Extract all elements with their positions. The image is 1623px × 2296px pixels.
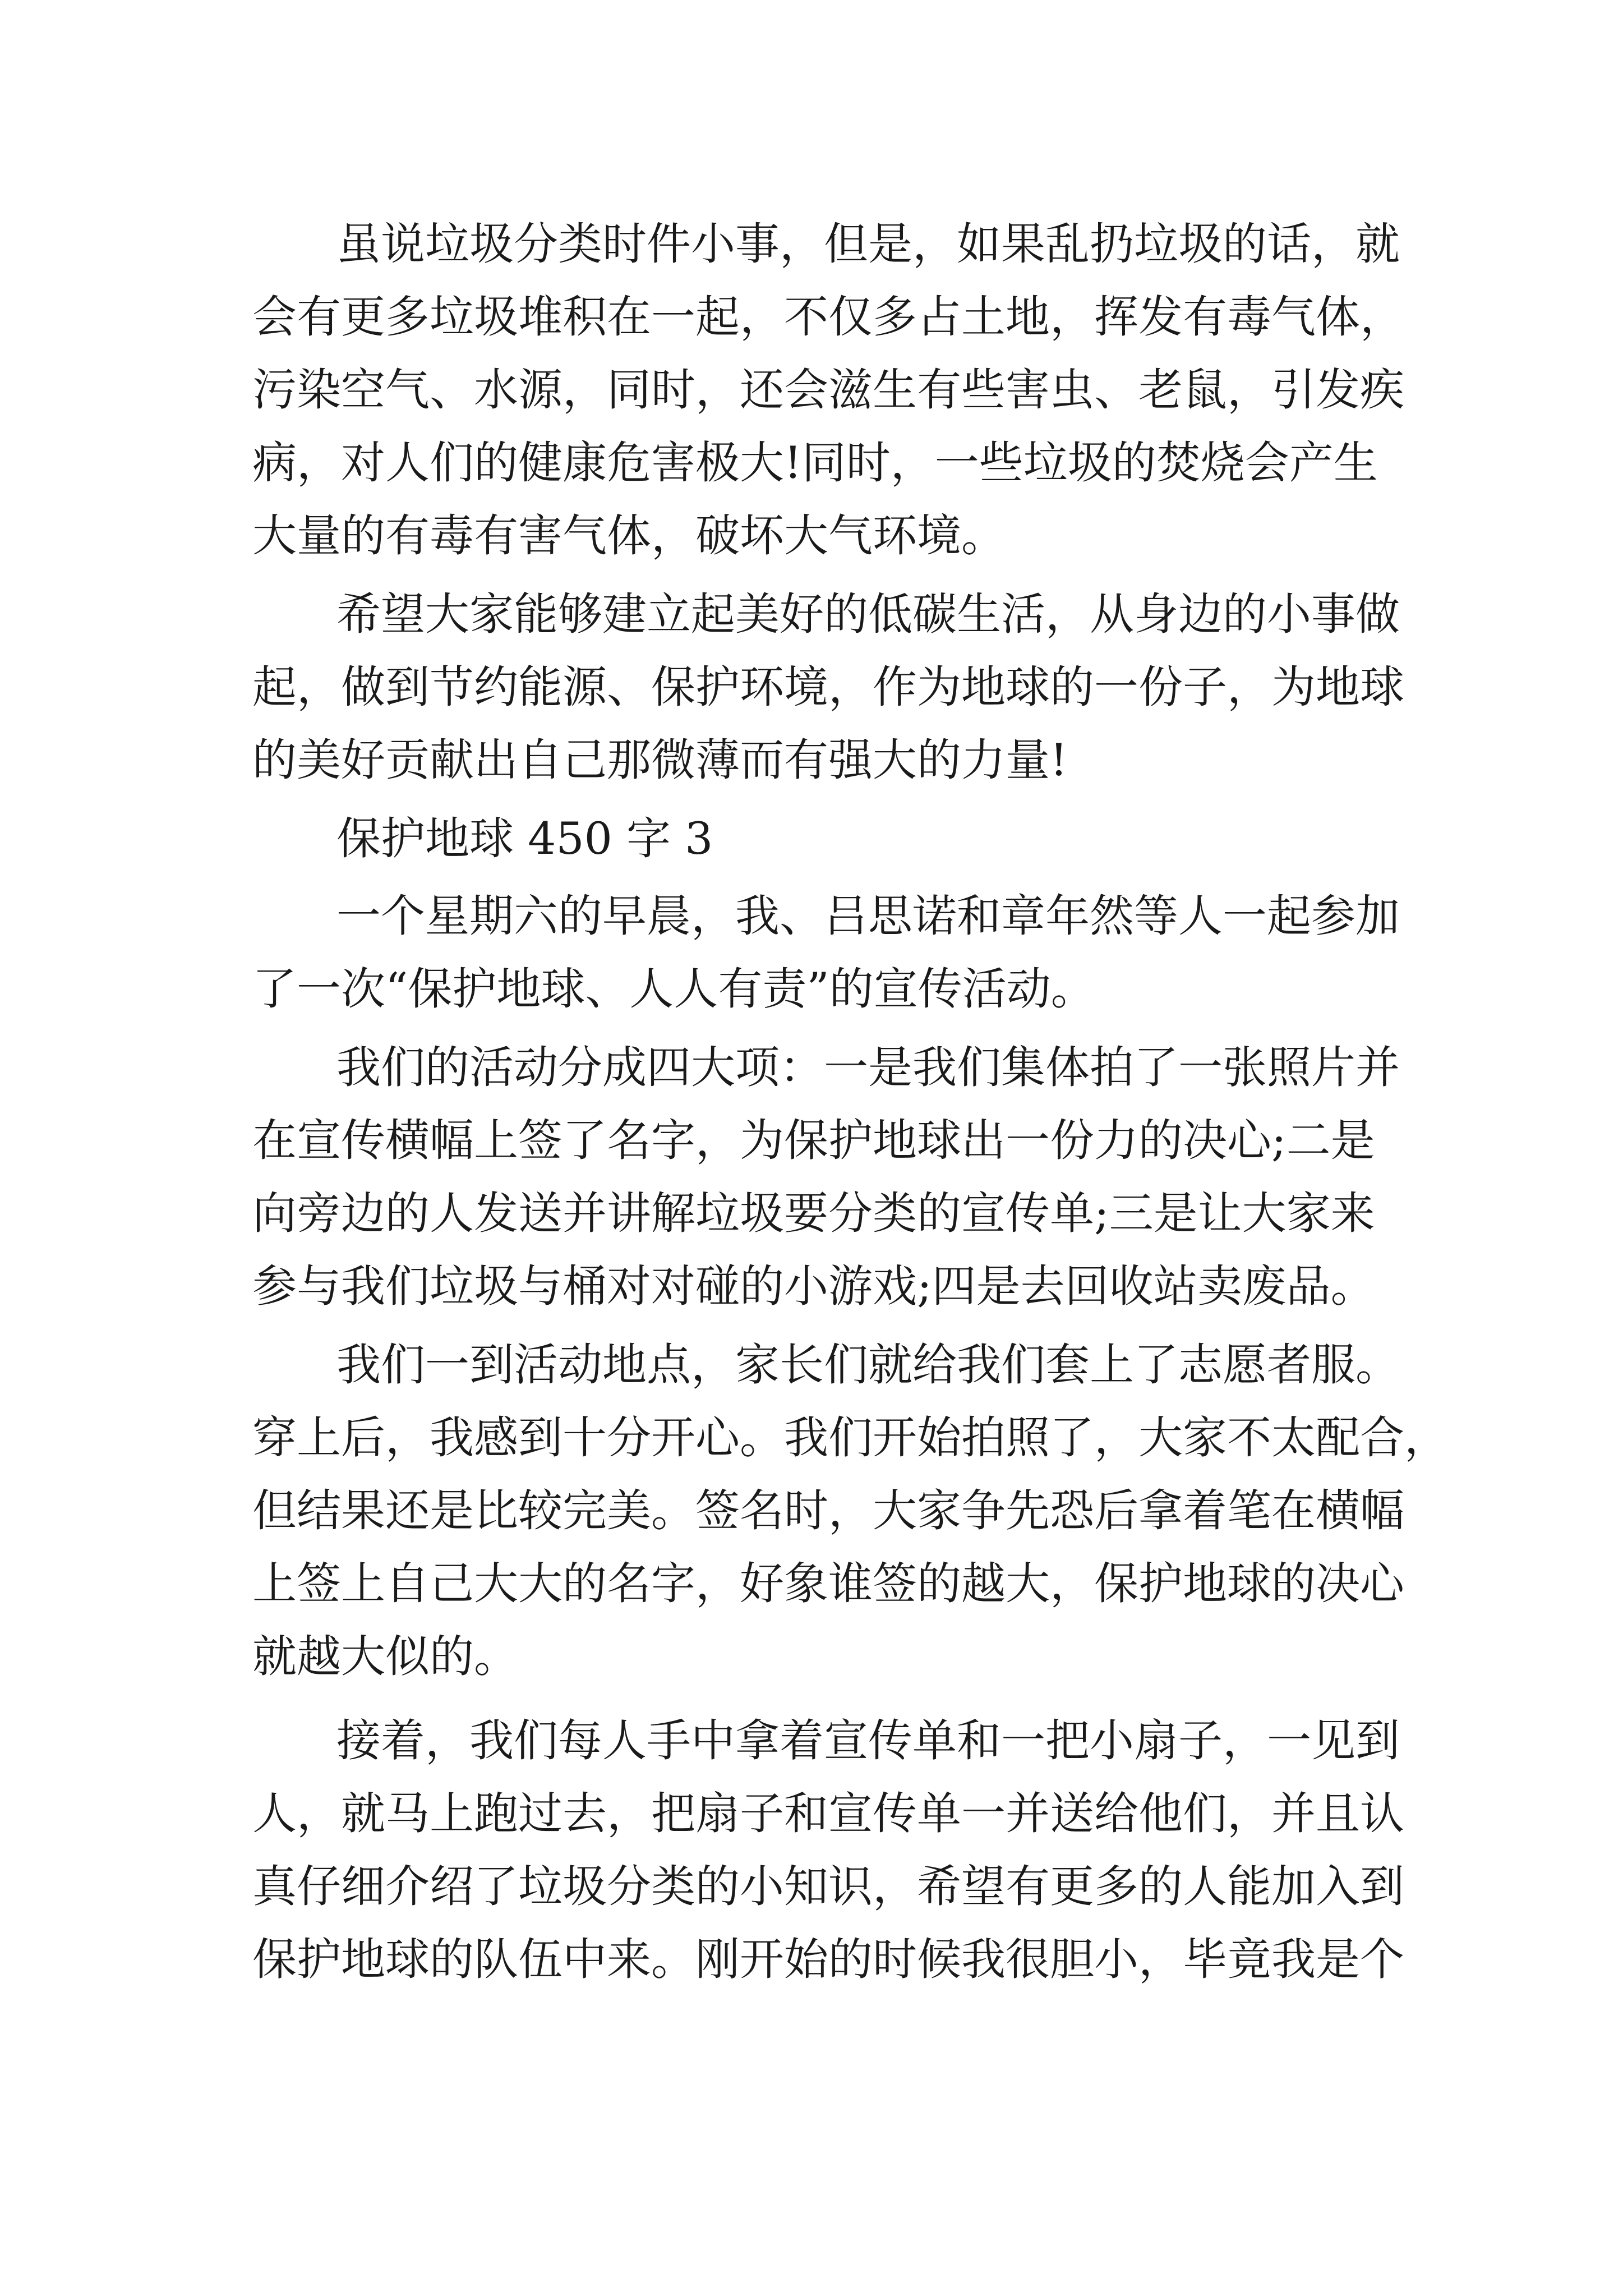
paragraph-1-line-4: 病，对人们的健康危害极大!同时，一些垃圾的焚烧会产生 (252, 437, 1378, 489)
paragraph-6-line-3: 真仔细介绍了垃圾分类的小知识，希望有更多的人能加入到 (252, 1861, 1404, 1912)
paragraph-4-line-2: 在宣传横幅上签了名字，为保护地球出一份力的决心;二是 (252, 1115, 1375, 1166)
paragraph-2-line-2: 起，做到节约能源、保护环境，作为地球的一份子，为地球 (252, 661, 1404, 713)
paragraph-5-line-1: 我们一到活动地点，家长们就给我们套上了志愿者服。 (336, 1339, 1400, 1391)
paragraph-4-line-1: 我们的活动分成四大项：一是我们集体拍了一张照片并 (336, 1042, 1400, 1093)
paragraph-4-line-3: 向旁边的人发送并讲解垃圾要分类的宣传单;三是让大家来 (252, 1188, 1375, 1239)
paragraph-5-line-3: 但结果还是比较完美。签名时，大家争先恐后拿着笔在横幅 (252, 1485, 1404, 1536)
paragraph-2-line-1: 希望大家能够建立起美好的低碳生活，从身边的小事做 (336, 588, 1400, 640)
section-heading: 保护地球 450 字 3 (336, 813, 713, 864)
paragraph-5-line-2: 穿上后，我感到十分开心。我们开始拍照了，大家不太配合， (252, 1412, 1449, 1464)
paragraph-2-line-3: 的美好贡献出自己那微薄而有强大的力量! (252, 734, 1068, 786)
paragraph-5-line-4: 上签上自己大大的名字，好象谁签的越大，保护地球的决心 (252, 1558, 1404, 1609)
paragraph-1-line-5: 大量的有毒有害气体，破坏大气环境。 (252, 510, 1006, 562)
paragraph-6-line-2: 人，就马上跑过去，把扇子和宣传单一并送给他们，并且认 (252, 1788, 1404, 1839)
paragraph-1-line-3: 污染空气、水源，同时，还会滋生有些害虫、老鼠，引发疾 (252, 364, 1404, 416)
paragraph-3-line-2: 了一次“保护地球、人人有责”的宣传活动。 (252, 963, 1095, 1015)
paragraph-3-line-1: 一个星期六的早晨，我、吕思诺和章年然等人一起参加 (336, 890, 1400, 942)
paragraph-1-line-1: 虽说垃圾分类时件小事，但是，如果乱扔垃圾的话，就 (336, 218, 1400, 270)
paragraph-6-line-1: 接着，我们每人手中拿着宣传单和一把小扇子，一见到 (336, 1715, 1400, 1766)
paragraph-1-line-2: 会有更多垃圾堆积在一起，不仅多占土地，挥发有毒气体， (252, 291, 1404, 343)
paragraph-6-line-4: 保护地球的队伍中来。刚开始的时候我很胆小，毕竟我是个 (252, 1934, 1404, 1985)
paragraph-5-line-5: 就越大似的。 (252, 1631, 518, 1682)
paragraph-4-line-4: 参与我们垃圾与桶对对碰的小游戏;四是去回收站卖废品。 (252, 1260, 1375, 1312)
